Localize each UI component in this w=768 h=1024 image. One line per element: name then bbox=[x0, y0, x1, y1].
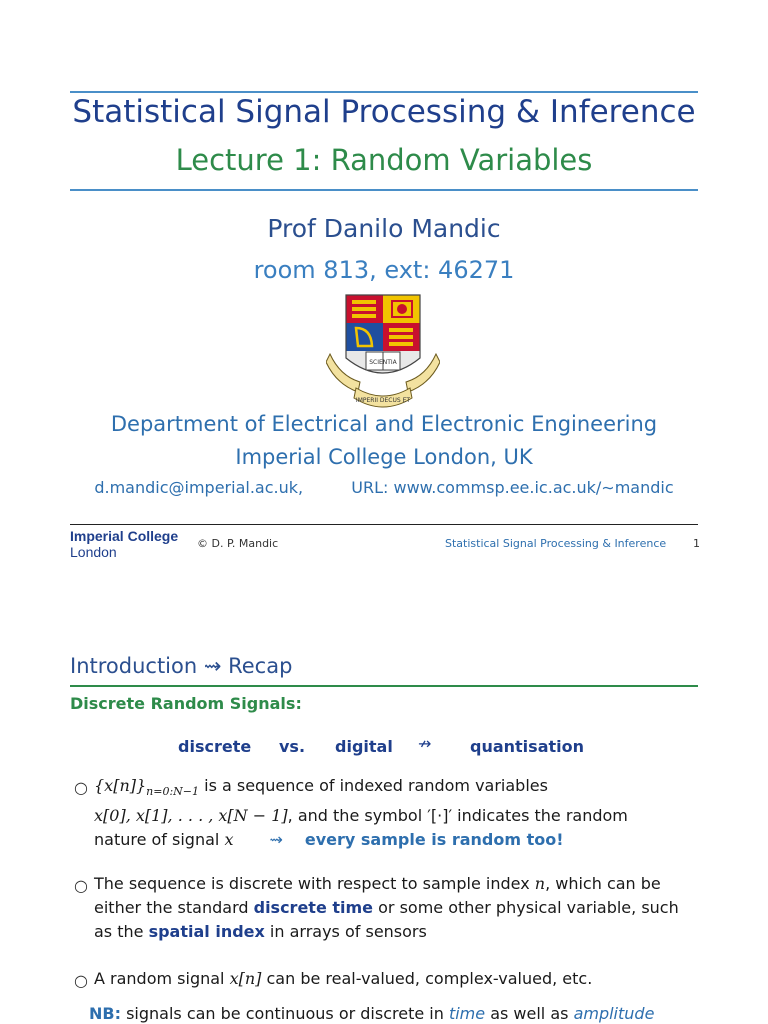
bullet-2-line-1b: , which can be bbox=[545, 874, 661, 893]
nb-text: signals can be continuous or discrete in bbox=[120, 1004, 449, 1023]
footer-rule bbox=[70, 524, 698, 525]
bullet-2-line-3b: in arrays of sensors bbox=[264, 922, 427, 941]
bullet-2-line-3: as the bbox=[94, 922, 149, 941]
title-rule-bottom bbox=[70, 189, 698, 191]
imperial-logo bbox=[70, 528, 178, 560]
institution: Imperial College London, UK bbox=[235, 445, 533, 469]
contact-line bbox=[0, 478, 768, 497]
page-number: 1 bbox=[693, 537, 700, 550]
bullet-3-line-1b: can be real-valued, complex-valued, etc. bbox=[261, 969, 593, 988]
author-name: Prof Danilo Mandic bbox=[267, 214, 501, 243]
math-sequence: {x[n]} bbox=[94, 776, 147, 795]
bullet-2-line-1: The sequence is discrete with respect to sample index bbox=[94, 874, 535, 893]
nb-amplitude: amplitude bbox=[573, 1004, 655, 1023]
math-sample-list: x[0], x[1], . . . , x[N − 1] bbox=[94, 806, 288, 826]
bullet-1-line-3: nature of signal bbox=[94, 830, 225, 850]
squiggle-arrow: ⇝ bbox=[269, 830, 283, 850]
college-crest-icon bbox=[326, 292, 440, 410]
bullet-1-line-1: is a sequence of indexed random variables bbox=[199, 776, 548, 795]
crest-motto-text: IMPERII DECUS ET bbox=[355, 397, 411, 404]
bullet-marker: ○ bbox=[74, 971, 88, 990]
bullet-3-line-1: A random signal bbox=[94, 969, 230, 988]
logo-line-2: London bbox=[70, 544, 117, 560]
department: Department of Electrical and Electronic Engineering bbox=[110, 412, 658, 436]
lecture-subtitle: Lecture 1: Random Variables bbox=[175, 143, 593, 177]
bullet-marker: ○ bbox=[74, 876, 88, 895]
keyword-discrete: discrete bbox=[178, 737, 252, 756]
emphasis-random: every sample is random too! bbox=[304, 830, 564, 850]
email-link[interactable]: d.mandic@imperial.ac.uk, bbox=[94, 478, 304, 497]
math-xn: x[n] bbox=[229, 969, 262, 988]
url-link[interactable]: URL: www.commsp.ee.ic.ac.uk/∼mandic bbox=[351, 478, 674, 497]
keyword-quantisation: quantisation bbox=[470, 737, 584, 756]
math-n: n bbox=[534, 874, 546, 893]
footer-course: Statistical Signal Processing & Inference bbox=[445, 537, 667, 550]
nb-time: time bbox=[448, 1004, 486, 1023]
bullet-1-text bbox=[94, 774, 704, 852]
footer-copyright: © D. P. Mandic bbox=[197, 537, 279, 550]
keyword-vs: vs. bbox=[279, 737, 306, 756]
keyword-digital: digital bbox=[335, 737, 393, 756]
section-heading: Introduction ⇝ Recap bbox=[70, 654, 293, 678]
emphasis-discrete-time: discrete time bbox=[253, 898, 374, 917]
bullet-3-text bbox=[94, 967, 704, 991]
math-x: x bbox=[224, 830, 234, 850]
math-subscript: n=0:N−1 bbox=[146, 785, 200, 799]
crest-book-text: SCIENTIA bbox=[369, 359, 397, 366]
nb-note bbox=[89, 1004, 654, 1023]
bullet-2-text bbox=[94, 872, 704, 944]
bullet-marker: ○ bbox=[74, 778, 88, 797]
room-info: room 813, ext: 46271 bbox=[253, 256, 515, 284]
subheading: Discrete Random Signals: bbox=[70, 694, 302, 713]
heading-rule bbox=[70, 685, 698, 687]
emphasis-spatial-index: spatial index bbox=[148, 922, 265, 941]
logo-line-1: Imperial College bbox=[70, 528, 179, 544]
bullet-1-line-2: , and the symbol ′[·]′ indicates the random bbox=[287, 806, 628, 826]
bullet-2-line-2b: or some other physical variable, such bbox=[373, 898, 679, 917]
not-implies-arrow: ↛ bbox=[418, 734, 432, 753]
nb-mid: as well as bbox=[485, 1004, 574, 1023]
title-rule-top bbox=[70, 91, 698, 93]
slide-title: Statistical Signal Processing & Inference bbox=[72, 94, 696, 130]
bullet-2-line-2: either the standard bbox=[94, 898, 254, 917]
nb-label: NB: bbox=[89, 1004, 121, 1023]
